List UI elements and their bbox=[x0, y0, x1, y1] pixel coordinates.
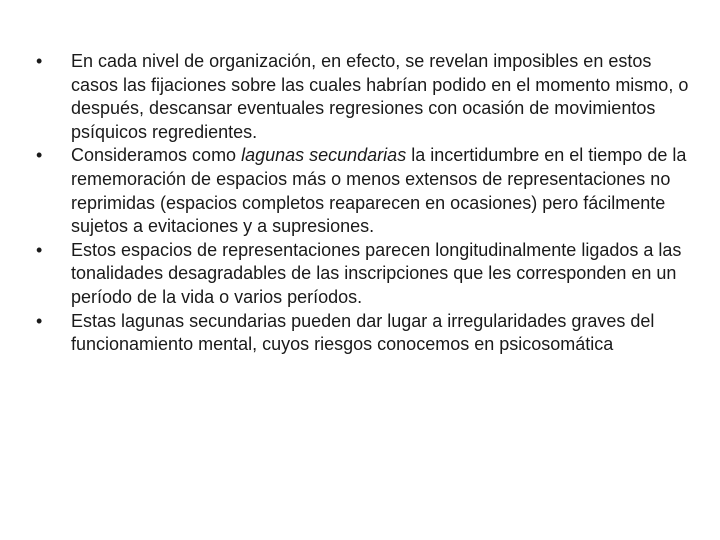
bullet-text-2 bbox=[71, 145, 686, 236]
bullet-item-4 bbox=[36, 310, 698, 357]
bullet-icon: • bbox=[36, 239, 43, 260]
bullet-text-1: En cada nivel de organización, en efecto, se revelan imposibles en estos casos las fijaciones sobre las cuales habrían podido en el momento mismo, o después, descansar eventuales regresiones con ocasión de movimientos psíquicos regredientes. bbox=[71, 51, 689, 142]
bullet-item-1 bbox=[36, 50, 698, 144]
bullet-icon: • bbox=[36, 145, 43, 166]
bullet-text-2-rest: la incertidumbre en el tiempo de la rememoración de espacios más o menos extensos de representaciones no reprimidas (espacios completos reaparecen en ocasiones) pero fácilmente sujetos a evitaciones y a supresiones. bbox=[71, 145, 687, 237]
bullet-item-2 bbox=[36, 144, 698, 238]
bullet-icon: • bbox=[36, 310, 43, 331]
bullet-text-4: Estas lagunas secundarias pueden dar lugar a irregularidades graves del funcionamiento mental, cuyos riesgos conocemos en psicosomática bbox=[71, 310, 655, 355]
bullet-text-3: Estos espacios de representaciones parecen longitudinalmente ligados a las tonalidades desagradables de las inscripciones que les corresponden en un período de la vida o varios períodos. bbox=[71, 239, 682, 307]
bullet-text-2-lead: Consideramos como bbox=[71, 145, 242, 166]
bullet-item-3 bbox=[36, 239, 698, 310]
bullet-list bbox=[36, 50, 698, 357]
bullet-icon: • bbox=[36, 51, 43, 71]
bullet-text-2-italic-term: lagunas secundarias bbox=[241, 145, 407, 166]
